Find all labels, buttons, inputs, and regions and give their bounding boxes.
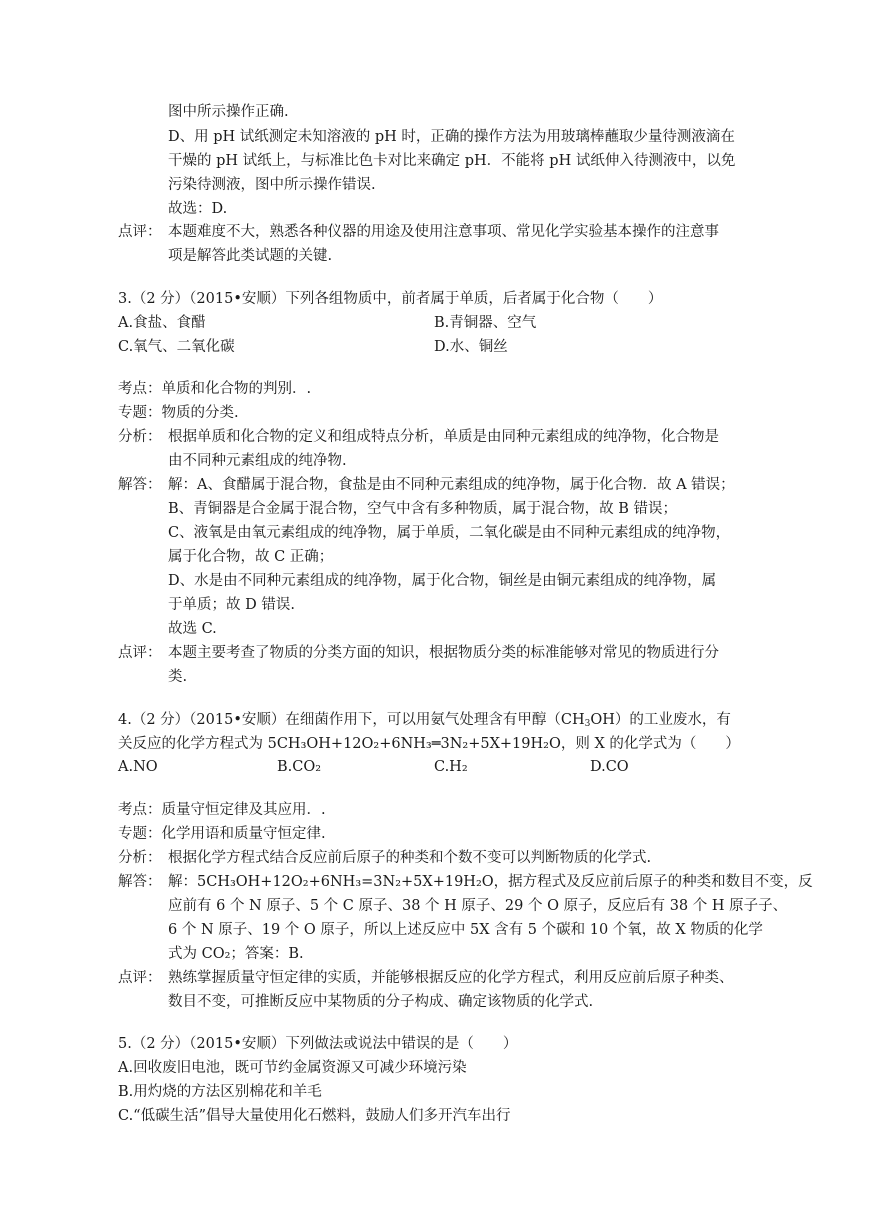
solution-text: 应前有 6 个 N 原子、5 个 C 原子、38 个 H 原子、29 个 O 原子，反应后有 38 个 H 原子子、 xyxy=(168,898,788,914)
option-c: C.“低碳生活”倡导大量使用化石燃料，鼓励人们多开汽车出行 xyxy=(118,1108,511,1124)
review-text: 本题难度不大，熟悉各种仪器的用途及使用注意事项、常见化学实验基本操作的注意事 xyxy=(168,224,719,240)
analysis-text: 根据化学方程式结合反应前后原子的种类和个数不变可以判断物质的化学式. xyxy=(168,850,652,866)
answer-line: 故选：D. xyxy=(168,201,228,217)
review-text: 熟练掌握质量守恒定律的实质，并能够根据反应的化学方程式，利用反应前后原子种类、 xyxy=(168,970,734,986)
option-b: B.青铜器、空气 xyxy=(434,315,537,331)
answer-line: D、用 pH 试纸测定未知溶液的 pH 时，正确的操作方法为用玻璃棒蘸取少量待测液滴在 xyxy=(168,129,735,145)
option-a: A.回收废旧电池，既可节约金属资源又可减少环境污染 xyxy=(118,1060,467,1076)
option-b: B.CO₂ xyxy=(277,759,322,775)
answer-line: 干燥的 pH 试纸上，与标准比色卡对比来确定 pH．不能将 pH 试纸伸入待测液中，以免 xyxy=(168,153,736,169)
exam-point: 考点：质量守恒定律及其应用．. xyxy=(118,802,326,818)
solution-text: 解：5CH₃OH+12O₂+6NH₃=3N₂+5X+19H₂O，据方程式及反应前后原子的种类和数目不变，反 xyxy=(168,874,813,890)
option-d: D.水、铜丝 xyxy=(434,339,508,355)
question-4-stem: 关反应的化学方程式为 5CH₃OH+12O₂+6NH₃═3N₂+5X+19H₂O，则 X 的化学式为（ ） xyxy=(118,736,740,752)
review-label: 点评： xyxy=(118,970,162,986)
solution-text: 式为 CO₂；答案：B. xyxy=(168,946,304,962)
solution-label: 解答： xyxy=(118,874,162,890)
review-text: 本题主要考查了物质的分类方面的知识，根据物质分类的标准能够对常见的物质进行分 xyxy=(168,645,719,661)
review-text: 项是解答此类试题的关键. xyxy=(168,248,333,264)
analysis-text: 根据单质和化合物的定义和组成特点分析，单质是由同种元素组成的纯净物，化合物是 xyxy=(168,429,719,445)
solution-label: 解答： xyxy=(118,477,162,493)
solution-text: 属于化合物，故 C 正确； xyxy=(168,549,334,565)
solution-text: C、液氧是由氧元素组成的纯净物，属于单质，二氧化碳是由不同种元素组成的纯净物， xyxy=(168,525,731,541)
question-4-stem: 4.（2 分）（2015•安顺）在细菌作用下，可以用氨气处理含有甲醇$(CH_3OH)$的工业废水，有 xyxy=(118,712,731,729)
question-5-stem: 5.（2 分）（2015•安顺）下列做法或说法中错误的是（ ） xyxy=(118,1036,518,1052)
solution-text: 解：A、食醋属于混合物，食盐是由不同种元素组成的纯净物，属于化合物．故 A 错误； xyxy=(168,477,735,493)
answer-line: 图中所示操作正确. xyxy=(168,104,289,120)
option-b: B.用灼烧的方法区别棉花和羊毛 xyxy=(118,1084,322,1100)
solution-text: B、青铜器是合金属于混合物，空气中含有多种物质，属于混合物，故 B 错误； xyxy=(168,501,678,517)
review-text: 数目不变，可推断反应中某物质的分子构成、确定该物质的化学式. xyxy=(168,994,594,1010)
solution-text: D、水是由不同种元素组成的纯净物，属于化合物，铜丝是由铜元素组成的纯净物，属 xyxy=(168,573,717,589)
option-a: A.食盐、食醋 xyxy=(118,315,206,331)
solution-text: 6 个 N 原子、19 个 O 原子，所以上述反应中 5X 含有 5 个碳和 10 个氧，故 X 物质的化学 xyxy=(168,922,763,938)
question-3-stem: 3.（2 分）（2015•安顺）下列各组物质中，前者属于单质，后者属于化合物（ ） xyxy=(118,291,663,307)
option-c: C.氧气、二氧化碳 xyxy=(118,339,235,355)
analysis-label: 分析： xyxy=(118,429,162,445)
option-a: A.NO xyxy=(118,759,158,775)
topic: 专题：物质的分类. xyxy=(118,405,239,421)
answer-line: 污染待测液，图中所示操作错误. xyxy=(168,177,376,193)
option-d: D.CO xyxy=(590,759,629,775)
analysis-label: 分析： xyxy=(118,850,162,866)
solution-text: 故选 C. xyxy=(168,621,217,637)
review-text: 类. xyxy=(168,669,188,685)
option-c: C.H₂ xyxy=(434,759,468,775)
solution-text: 于单质；故 D 错误. xyxy=(168,597,295,613)
review-label: 点评： xyxy=(118,224,162,240)
topic: 专题：化学用语和质量守恒定律. xyxy=(118,826,326,842)
analysis-text: 由不同种元素组成的纯净物. xyxy=(168,453,347,469)
review-label: 点评： xyxy=(118,645,162,661)
exam-point: 考点：单质和化合物的判别．. xyxy=(118,381,312,397)
